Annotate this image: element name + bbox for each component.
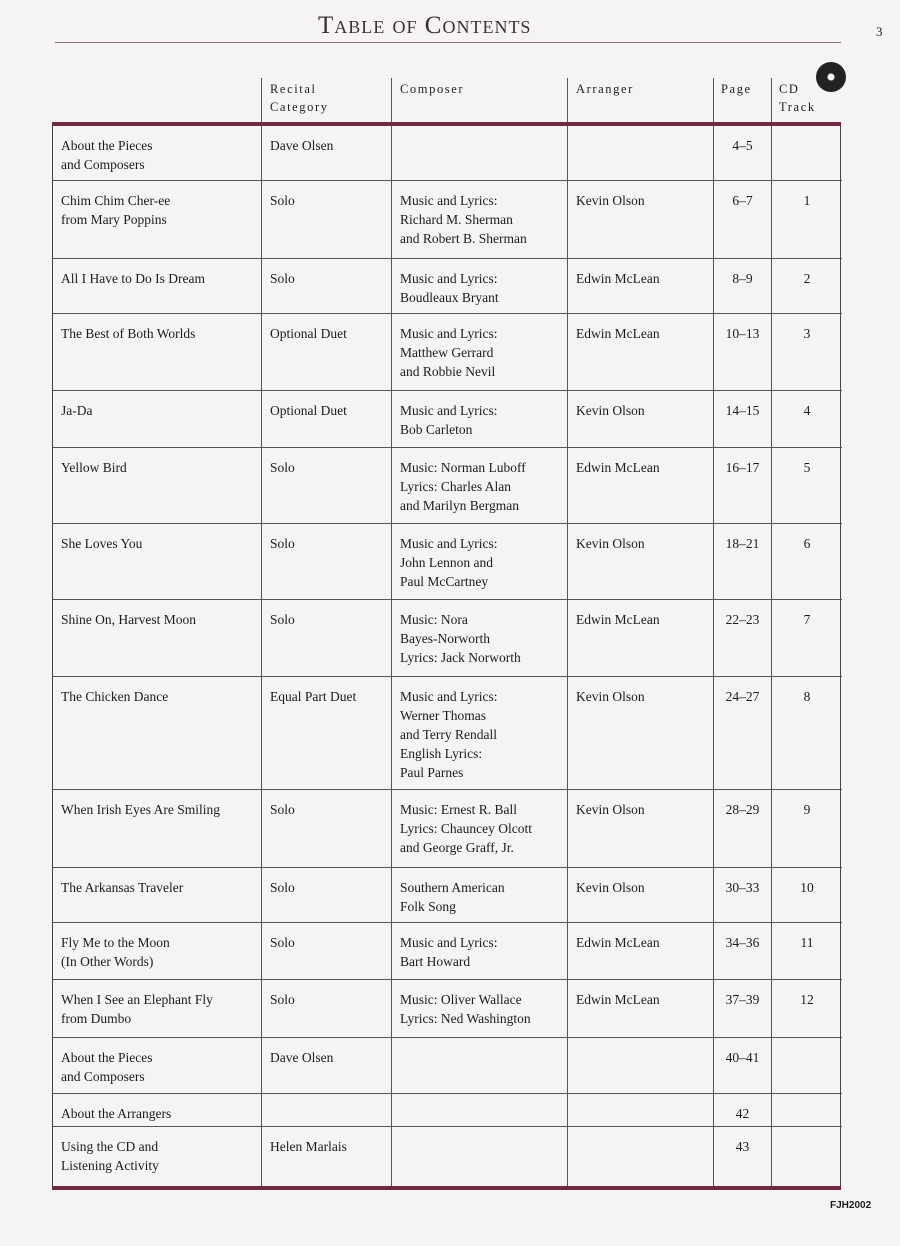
- cell-arranger: Edwin McLean: [568, 259, 714, 313]
- page-title: Table of Contents: [318, 12, 532, 39]
- cell-composer: [392, 1038, 568, 1093]
- cell-title: The Arkansas Traveler: [53, 868, 262, 922]
- cell-track: 3: [803, 326, 811, 341]
- header-arranger: Arranger: [576, 82, 634, 96]
- cell-title: Shine On, Harvest Moon: [53, 600, 262, 676]
- cell-composer: [392, 126, 568, 180]
- cell-category: Solo: [262, 600, 392, 676]
- table-row: [53, 126, 842, 181]
- cell-arranger: Kevin Olson: [568, 677, 714, 789]
- table-row: [53, 448, 842, 524]
- cell-track: 12: [800, 992, 814, 1007]
- cell-title: Chim Chim Cher-ee from Mary Poppins: [53, 181, 262, 258]
- header-page: Page: [721, 82, 752, 96]
- cell-page: 16–17: [714, 448, 772, 523]
- cell-track: 5: [803, 460, 811, 475]
- table-row: [53, 600, 842, 677]
- title-rule: [55, 42, 841, 43]
- cell-title: About the Pieces and Composers: [53, 126, 262, 180]
- cell-category: Optional Duet: [262, 314, 392, 390]
- cell-page: 37–39: [714, 980, 772, 1037]
- cell-arranger: Kevin Olson: [568, 790, 714, 867]
- cell-composer: Music: Oliver Wallace Lyrics: Ned Washington: [392, 980, 568, 1037]
- table-row: [53, 790, 842, 868]
- cell-composer: Music: Norman Luboff Lyrics: Charles Alan and Marilyn Bergman: [392, 448, 568, 523]
- cell-page: 24–27: [714, 677, 772, 789]
- cell-category: Solo: [262, 524, 392, 599]
- cell-arranger: [568, 1127, 714, 1186]
- cell-arranger: Edwin McLean: [568, 448, 714, 523]
- cell-arranger: Edwin McLean: [568, 600, 714, 676]
- cell-title: When I See an Elephant Fly from Dumbo: [53, 980, 262, 1037]
- cell-composer: Music and Lyrics: Boudleaux Bryant: [392, 259, 568, 313]
- cell-track: 10: [800, 880, 814, 895]
- catalog-code: FJH2002: [830, 1200, 872, 1211]
- table-header: [0, 78, 900, 124]
- header-divider: [771, 78, 772, 124]
- cell-composer: [392, 1127, 568, 1186]
- cell-category: Solo: [262, 980, 392, 1037]
- table-row: [53, 391, 842, 448]
- cell-page: 43: [714, 1127, 772, 1186]
- cell-arranger: Kevin Olson: [568, 391, 714, 447]
- cell-category: Dave Olsen: [262, 126, 392, 180]
- cell-category: Equal Part Duet: [262, 677, 392, 789]
- header-divider: [567, 78, 568, 124]
- cell-arranger: Kevin Olson: [568, 181, 714, 258]
- cell-arranger: [568, 1094, 714, 1126]
- cell-category: Dave Olsen: [262, 1038, 392, 1093]
- cell-page: 18–21: [714, 524, 772, 599]
- cell-category: [262, 1094, 392, 1126]
- cell-arranger: Kevin Olson: [568, 868, 714, 922]
- cell-arranger: [568, 126, 714, 180]
- cell-category: Solo: [262, 868, 392, 922]
- cell-composer: Music and Lyrics: Matthew Gerrard and Robbie Nevil: [392, 314, 568, 390]
- cell-page: 6–7: [714, 181, 772, 258]
- table-row: [53, 1094, 842, 1127]
- table-row: [53, 259, 842, 314]
- cell-category: Helen Marlais: [262, 1127, 392, 1186]
- cell-composer: Southern American Folk Song: [392, 868, 568, 922]
- cell-title: She Loves You: [53, 524, 262, 599]
- table-row: [53, 677, 842, 790]
- cell-track: 7: [803, 612, 811, 627]
- header-track: CD Track: [779, 82, 816, 114]
- cell-arranger: [568, 1038, 714, 1093]
- cell-category: Solo: [262, 448, 392, 523]
- cell-title: Using the CD and Listening Activity: [53, 1127, 262, 1186]
- cell-track: 9: [803, 802, 811, 817]
- cell-page: 4–5: [714, 126, 772, 180]
- table-row: [53, 1127, 842, 1186]
- table-bottom-rule: [52, 1186, 841, 1190]
- header-composer: Composer: [400, 82, 465, 96]
- table-row: [53, 181, 842, 259]
- table-row: [53, 980, 842, 1038]
- cell-title: All I Have to Do Is Dream: [53, 259, 262, 313]
- cell-page: 42: [714, 1094, 772, 1126]
- cell-category: Optional Duet: [262, 391, 392, 447]
- cell-title: The Chicken Dance: [53, 677, 262, 789]
- cell-track: [772, 126, 842, 180]
- cell-title: Ja-Da: [53, 391, 262, 447]
- cell-page: 28–29: [714, 790, 772, 867]
- cell-page: 22–23: [714, 600, 772, 676]
- table-row: [53, 524, 842, 600]
- header-category: Recital Category: [270, 82, 329, 114]
- cell-page: 30–33: [714, 868, 772, 922]
- table-row: [53, 923, 842, 980]
- cell-page: 34–36: [714, 923, 772, 979]
- toc-table: [52, 126, 841, 1187]
- cell-composer: [392, 1094, 568, 1126]
- cell-track: 4: [803, 403, 811, 418]
- table-row: [53, 314, 842, 391]
- cell-track: [772, 1094, 842, 1126]
- cell-composer: Music and Lyrics: Werner Thomas and Terry Rendall English Lyrics: Paul Parnes: [392, 677, 568, 789]
- cell-page: 40–41: [714, 1038, 772, 1093]
- cell-category: Solo: [262, 259, 392, 313]
- cell-track: [772, 1038, 842, 1093]
- cell-arranger: Edwin McLean: [568, 923, 714, 979]
- cell-composer: Music: Ernest R. Ball Lyrics: Chauncey Olcott and George Graff, Jr.: [392, 790, 568, 867]
- cell-composer: Music and Lyrics: Bart Howard: [392, 923, 568, 979]
- cell-title: About the Arrangers: [53, 1094, 262, 1126]
- cell-track: 6: [803, 536, 811, 551]
- cell-arranger: Edwin McLean: [568, 980, 714, 1037]
- page-number: 3: [876, 24, 883, 39]
- cell-category: Solo: [262, 790, 392, 867]
- cell-page: 8–9: [714, 259, 772, 313]
- cell-category: Solo: [262, 181, 392, 258]
- cell-track: 2: [803, 271, 811, 286]
- header-divider: [713, 78, 714, 124]
- cell-title: When Irish Eyes Are Smiling: [53, 790, 262, 867]
- cell-composer: Music: Nora Bayes-Norworth Lyrics: Jack Norworth: [392, 600, 568, 676]
- cell-arranger: Edwin McLean: [568, 314, 714, 390]
- cell-title: About the Pieces and Composers: [53, 1038, 262, 1093]
- table-row: [53, 1038, 842, 1094]
- cell-page: 10–13: [714, 314, 772, 390]
- header-divider: [391, 78, 392, 124]
- cell-arranger: Kevin Olson: [568, 524, 714, 599]
- cell-track: [772, 1127, 842, 1186]
- cell-title: Fly Me to the Moon (In Other Words): [53, 923, 262, 979]
- cell-composer: Music and Lyrics: John Lennon and Paul McCartney: [392, 524, 568, 599]
- header-divider: [261, 78, 262, 124]
- cell-composer: Music and Lyrics: Bob Carleton: [392, 391, 568, 447]
- cell-page: 14–15: [714, 391, 772, 447]
- cell-track: 8: [803, 689, 811, 704]
- cell-category: Solo: [262, 923, 392, 979]
- cell-track: 1: [803, 193, 811, 208]
- table-row: [53, 868, 842, 923]
- cell-title: The Best of Both Worlds: [53, 314, 262, 390]
- cell-track: 11: [800, 935, 814, 950]
- cell-composer: Music and Lyrics: Richard M. Sherman and Robert B. Sherman: [392, 181, 568, 258]
- cell-title: Yellow Bird: [53, 448, 262, 523]
